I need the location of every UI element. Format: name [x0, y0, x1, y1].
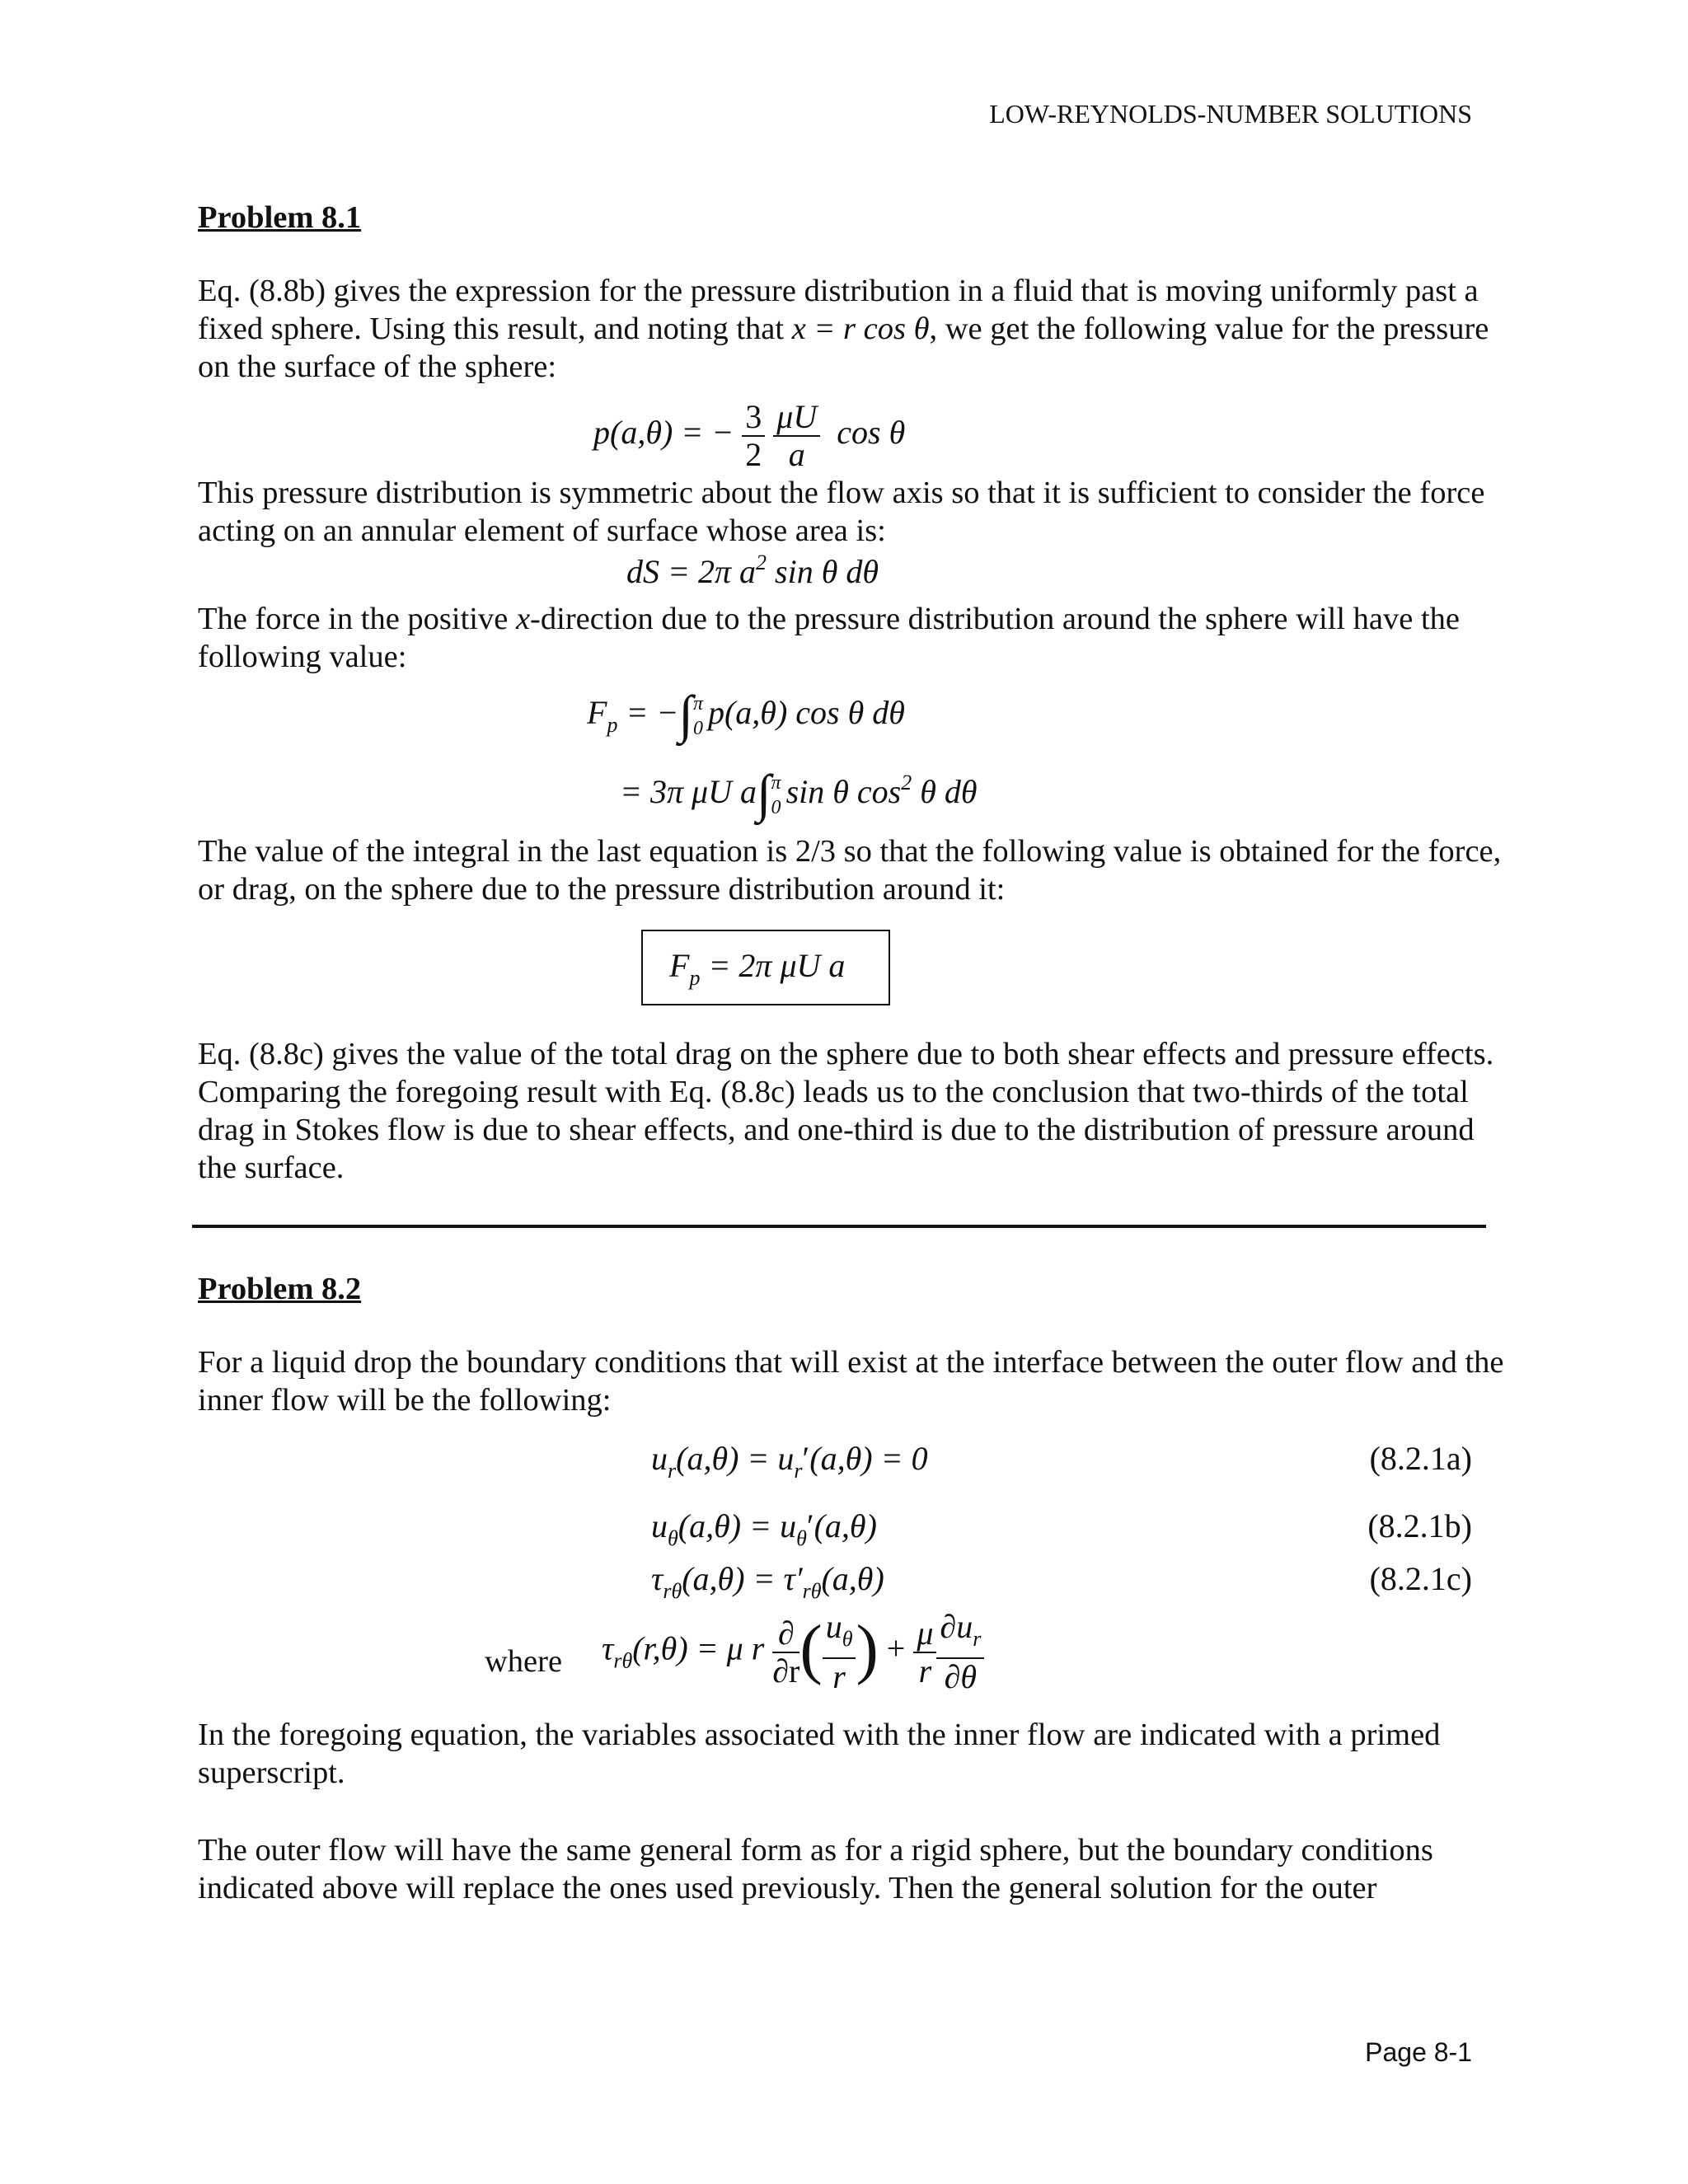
equation-8-2-1c: $\tau_{r\theta}(a,\theta) = \tau'_{r\theta}(a,\theta)$ [651, 1560, 884, 1603]
equation-force-integral: $F_p$ = −∫ π 0 p(a,θ) cos θ dθ [587, 685, 905, 743]
problem-8-2-paragraph-1: For a liquid drop the boundary conditions that will exist at the interface between the outer flow and the inner flow will be the following: [198, 1345, 1504, 1418]
problem-8-1-paragraph-5: Eq. (8.8c) gives the value of the total drag on the sphere due to both shear effects and pressure effects. Comparing the foregoing result with Eq. (8.8c) leads us to the conclusion that two-thirds of the total drag in Stokes flow is due to shear effects, and one-third is due to the distribution of pressure around the surface. [198, 1037, 1494, 1185]
problem-8-1-paragraph-4: The value of the integral in the last equation is 2/3 so that the following value is obtained for the force, or drag, on the sphere due to the pressure distribution around it: [198, 834, 1502, 907]
problem-8-1-paragraph-3: The force in the positive x-direction due to the pressure distribution around the sphere will have the following value: [198, 602, 1460, 674]
problem-8-1-heading: Problem 8.1 [198, 200, 362, 235]
integral-sign: ∫ [757, 764, 771, 823]
problem-8-2-paragraph-3: The outer flow will have the same general form as for a rigid sphere, but the boundary conditions indicated above will replace the ones used previously. Then the general solution for the outer [198, 1833, 1433, 1905]
equation-annular-area: dS = 2π $a^2$ sin θ dθ [626, 551, 879, 590]
problem-8-1-paragraph-2: This pressure distribution is symmetric about the flow axis so that it is sufficient to consider the force acting on an annular element of surface whose area is: [198, 476, 1485, 548]
equation-shear-stress-definition: $\tau_{r\theta}(r,\theta) = \mu$ r $\frac{\partial}{\partial r}$ ( $\frac{u_\theta}{r}$ ) + $\frac{\mu}{r}$ $\frac{\partial u_r}{\partial\theta}$ [602, 1609, 984, 1695]
inline-math-x-equals-r-cos-theta: x = r cos θ [791, 312, 930, 346]
equation-number-8-2-1a: (8.2.1a) [1369, 1440, 1472, 1477]
problem-8-2-heading: Problem 8.2 [198, 1272, 362, 1306]
where-label: where [485, 1644, 563, 1679]
integral-sign: ∫ [678, 685, 693, 743]
equation-number-8-2-1b: (8.2.1b) [1367, 1507, 1472, 1544]
boxed-result-pressure-drag: $F_p = 2\pi$ μU a [641, 930, 890, 1005]
equation-8-2-1a: $u_r(a,\theta) = u_r'(a,\theta) = 0$ [651, 1440, 928, 1483]
problem-8-1-paragraph-1: Eq. (8.8b) gives the expression for the pressure distribution in a fluid that is moving uniformly past a fixed sphere. Using this result, and noting that x = r cos θ, we get the following value for the pressure on the surface of the sphere: [198, 274, 1489, 384]
equation-pressure-distribution: p(a,θ) = − $\frac{3}{2}$ $\frac{\mu U}{a}$ cos θ [593, 398, 906, 473]
equation-number-8-2-1c: (8.2.1c) [1369, 1560, 1472, 1597]
equation-8-2-1b: $u_\theta(a,\theta) = u_\theta'(a,\theta)$ [651, 1507, 877, 1550]
section-divider [192, 1225, 1486, 1228]
equation-force-integral-evaluated: = 3π μU a∫ π 0 sin θ $\cos^2 \theta$ dθ [620, 764, 978, 823]
running-header: LOW-REYNOLDS-NUMBER SOLUTIONS [989, 99, 1472, 129]
problem-8-2-paragraph-2: In the foregoing equation, the variables associated with the inner flow are indicated with a primed superscript. [198, 1718, 1441, 1790]
page-number: Page 8-1 [1365, 2037, 1472, 2067]
